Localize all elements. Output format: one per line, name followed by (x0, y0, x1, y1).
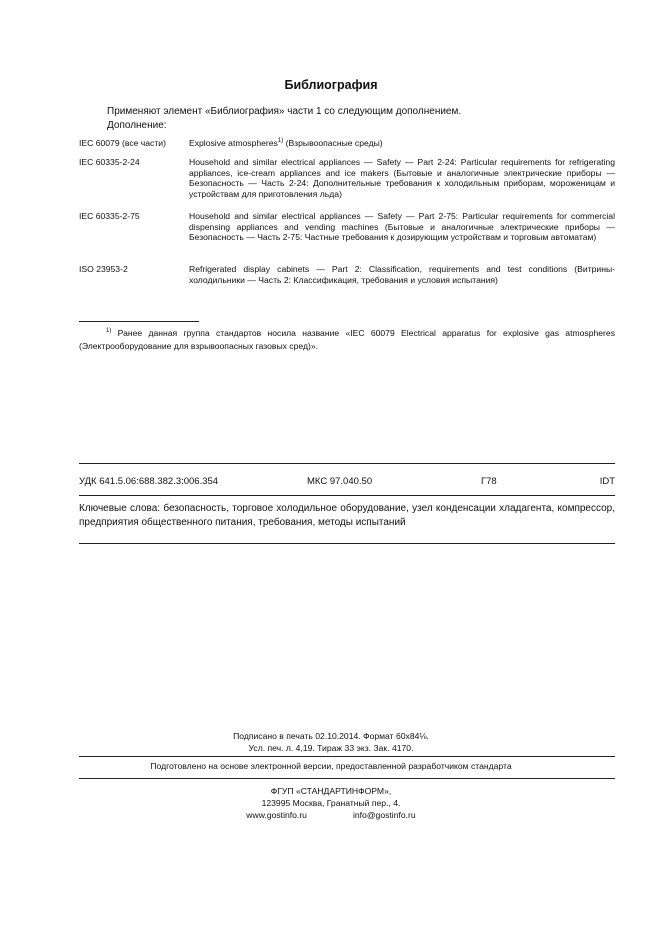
footnote-mark: 1) (106, 328, 112, 334)
divider (79, 543, 615, 544)
page-title: Библиография (284, 78, 378, 92)
bibliography-code: IEC 60079 (все части) (79, 138, 166, 148)
bibliography-title: Refrigerated display cabinets — Part 2: Classification, requirements and test conditions (Витрины-холодильники — Часть 2: Классификация, требования и условия испытания) (189, 264, 615, 285)
degree-code: IDT (599, 476, 615, 487)
email-link[interactable]: info@gostinfo.ru (352, 810, 416, 820)
imprint-prepared: Подготовлено на основе электронной версии, предоставленной разработчиком стандарта (150, 761, 512, 771)
imprint-signed: Подписано в печать 02.10.2014. Формат 60x84⅛. (233, 731, 429, 741)
divider (79, 778, 615, 779)
bibliography-title: Household and similar electrical appliances — Safety — Part 2-75: Particular requirements for commercial dispensing appliances and vending machines (Бытовые и аналогичные электрические приборы — Безопасность — Часть 2-75: Частные требования к дозирующим устройствам и торговым автоматам) (189, 211, 615, 243)
udk-code: УДК 641.5.06:688.382.3:006.354 (79, 476, 219, 487)
publisher-address: 123995 Москва, Гранатный пер., 4. (261, 798, 401, 808)
divider (79, 756, 615, 757)
group-code: Г78 (481, 476, 497, 487)
footnote-mark: 1) (277, 138, 284, 144)
footnote-divider (79, 321, 199, 322)
divider (79, 495, 615, 496)
imprint-print-info: Усл. печ. л. 4,19. Тираж 33 экз. Зак. 4170. (248, 743, 414, 753)
bibliography-title: Explosive atmospheres$^{1)}$ (Взрывоопасные среды) (189, 138, 383, 148)
footnote: $^{1)}$ Ранее данная группа стандартов носила название «IEC 60079 Electrical apparatus for explosive gas atmospheres (Электрооборудование для взрывоопасных газовых сред)». (79, 328, 615, 351)
keywords: Ключевые слова: безопасность, торговое холодильное оборудование, узел конденсации хладагента, компрессор, предприятия общественного питания, требования, методы испытаний (79, 503, 615, 528)
divider (79, 463, 615, 464)
intro-line-2: Дополнение: (107, 120, 167, 131)
bibliography-code: IEC 60335-2-24 (79, 157, 140, 167)
mks-code: МКС 97.040.50 (307, 476, 373, 487)
website-link[interactable]: www.gostinfo.ru (246, 810, 307, 820)
intro-line-1: Применяют элемент «Библиография» части 1 со следующим дополнением. (107, 106, 462, 117)
publisher-name: ФГУП «СТАНДАРТИНФОРМ», (270, 786, 392, 796)
bibliography-code: IEC 60335-2-75 (79, 211, 140, 221)
bibliography-code: ISO 23953-2 (79, 264, 128, 274)
classification-row (79, 476, 615, 490)
bibliography-title: Household and similar electrical appliances — Safety — Part 2-24: Particular requirements for refrigerating appliances, ice-cream appliances and ice makers (Бытовые и аналогичные электрические приборы — Безопасность — Часть 2-24: Дополнительные требования к холодильным приборам, мороженицам и устройствам для приготовления льда) (189, 157, 615, 199)
publisher-contacts (0, 809, 662, 821)
